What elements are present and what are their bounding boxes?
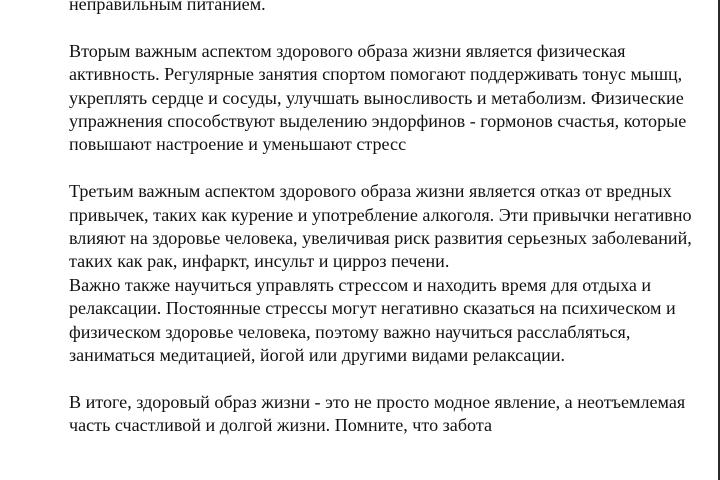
paragraph-nutrition-ending: неправильным питанием. [69, 0, 266, 14]
paragraph-bad-habits: Третьим важным аспектом здорового образа жизни является отказ от вредных привычек, таких как курение и употребление алкоголя. Эти привычки негативно влияют на здоровье человека, увеличивая риск развития серьезных заболеваний, таких как рак, инфаркт, инсульт и цирроз печени. [69, 181, 692, 272]
paragraph-physical-activity: Вторым важным аспектом здорового образа жизни является физическая активность. Регулярные занятия спортом помогают поддерживать тонус мышц, укреплять сердце и сосуды, улучшать выносливость и метаболизм. Физические упражнения способствуют выделению эндорфинов - гормонов счастья, которые повышают настроение и уменьшают стресс [69, 40, 687, 155]
paragraph-stress-management: Важно также научиться управлять стрессом и находить время для отдыха и релаксации. Постоянные стрессы могут негативно сказаться на психическом и физическом здоровье человека, поэтому важно научиться расслабляться, заниматься медитацией, йогой или другими видами релаксации. [69, 274, 676, 366]
paragraph-conclusion: В итоге, здоровый образ жизни - это не просто модное явление, а неотъемлемая часть счастливой и долгой жизни. Помните, что забота [69, 391, 686, 436]
document-body [69, 0, 709, 438]
